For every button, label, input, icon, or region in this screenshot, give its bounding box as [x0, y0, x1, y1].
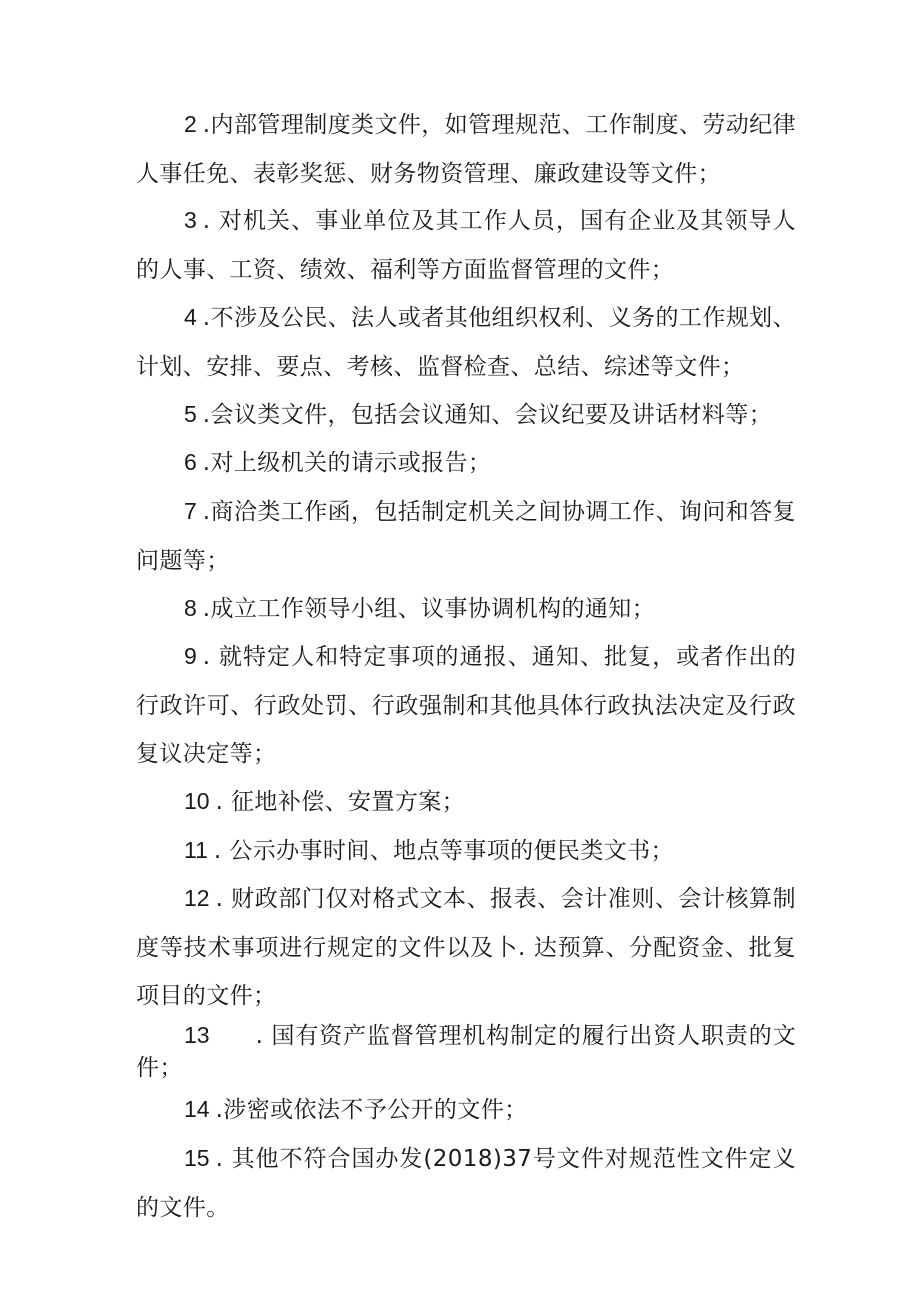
- list-item-13: [136, 1019, 796, 1084]
- item-text: . 就特定人和特定事项的通报、通知、批复，或者作出的行政许可、行政处罚、行政强制和其他具体行政执法决定及行政复议决定等；: [136, 644, 796, 767]
- item-text: .对上级机关的请示或报告；: [202, 450, 492, 476]
- item-number: 7: [184, 498, 197, 524]
- list-item-14: [136, 1085, 796, 1135]
- item-number: 12: [184, 885, 210, 911]
- item-number: 10: [184, 788, 210, 814]
- item-number: 5: [184, 401, 197, 427]
- item-number: 6: [184, 449, 197, 475]
- item-number: 2: [184, 111, 197, 137]
- list-item-2: [136, 100, 796, 198]
- list-item-5: [136, 390, 796, 440]
- item-text: .不涉及公民、法人或者其他组织权利、义务的工作规划、计划、安排、要点、考核、监督检查、总结、综述等文件；: [136, 305, 796, 380]
- list-item-15: [136, 1134, 796, 1232]
- item-number: 13: [184, 1022, 210, 1048]
- item-text: . 征地补偿、安置方案；: [215, 789, 466, 815]
- item-number: 8: [184, 595, 197, 621]
- item-text: .商洽类工作函，包括制定机关之间协调工作、询问和答复问题等；: [136, 499, 796, 574]
- list-item-10: [136, 777, 796, 827]
- item-text: . 公示办事时间、地点等事项的便民类文书；: [213, 838, 674, 864]
- item-number: 15: [184, 1145, 210, 1171]
- item-number: 3: [184, 207, 197, 233]
- list-item-4: [136, 293, 796, 391]
- item-text: .涉密或依法不予公开的文件；: [215, 1097, 528, 1123]
- item-text: . 财政部门仅对格式文本、报表、会计准则、会计核算制度等技术事项进行规定的文件以及卜. 达预算、分配资金、批复项目的文件；: [136, 886, 796, 1009]
- item-text: .会议类文件，包括会议通知、会议纪要及讲话材料等；: [202, 402, 773, 428]
- item-text: .内部管理制度类文件，如管理规范、工作制度、劳动纪律人事任免、表彰奖惩、财务物资管理、廉政建设等文件；: [136, 112, 796, 187]
- list-item-11: [136, 826, 796, 876]
- list-item-6: [136, 438, 796, 488]
- item-text: . 国有资产监督管理机构制定的履行出资人职责的文件；: [136, 1023, 796, 1081]
- item-text: . 其他不符合国办发(2018)37号文件对规范性文件定义的文件。: [136, 1146, 796, 1221]
- item-number: 4: [184, 304, 197, 330]
- item-number: 11: [184, 837, 208, 863]
- list-item-8: [136, 584, 796, 634]
- list-item-3: [136, 196, 796, 294]
- list-item-12: [136, 874, 796, 1021]
- list-item-9: [136, 632, 796, 779]
- item-text: . 对机关、事业单位及其工作人员，国有企业及其领导人的人事、工资、绩效、福利等方面监督管理的文件；: [136, 208, 796, 283]
- item-number: 14: [184, 1096, 210, 1122]
- item-text: .成立工作领导小组、议事协调机构的通知；: [202, 596, 656, 622]
- list-item-7: [136, 487, 796, 585]
- item-number: 9: [184, 643, 197, 669]
